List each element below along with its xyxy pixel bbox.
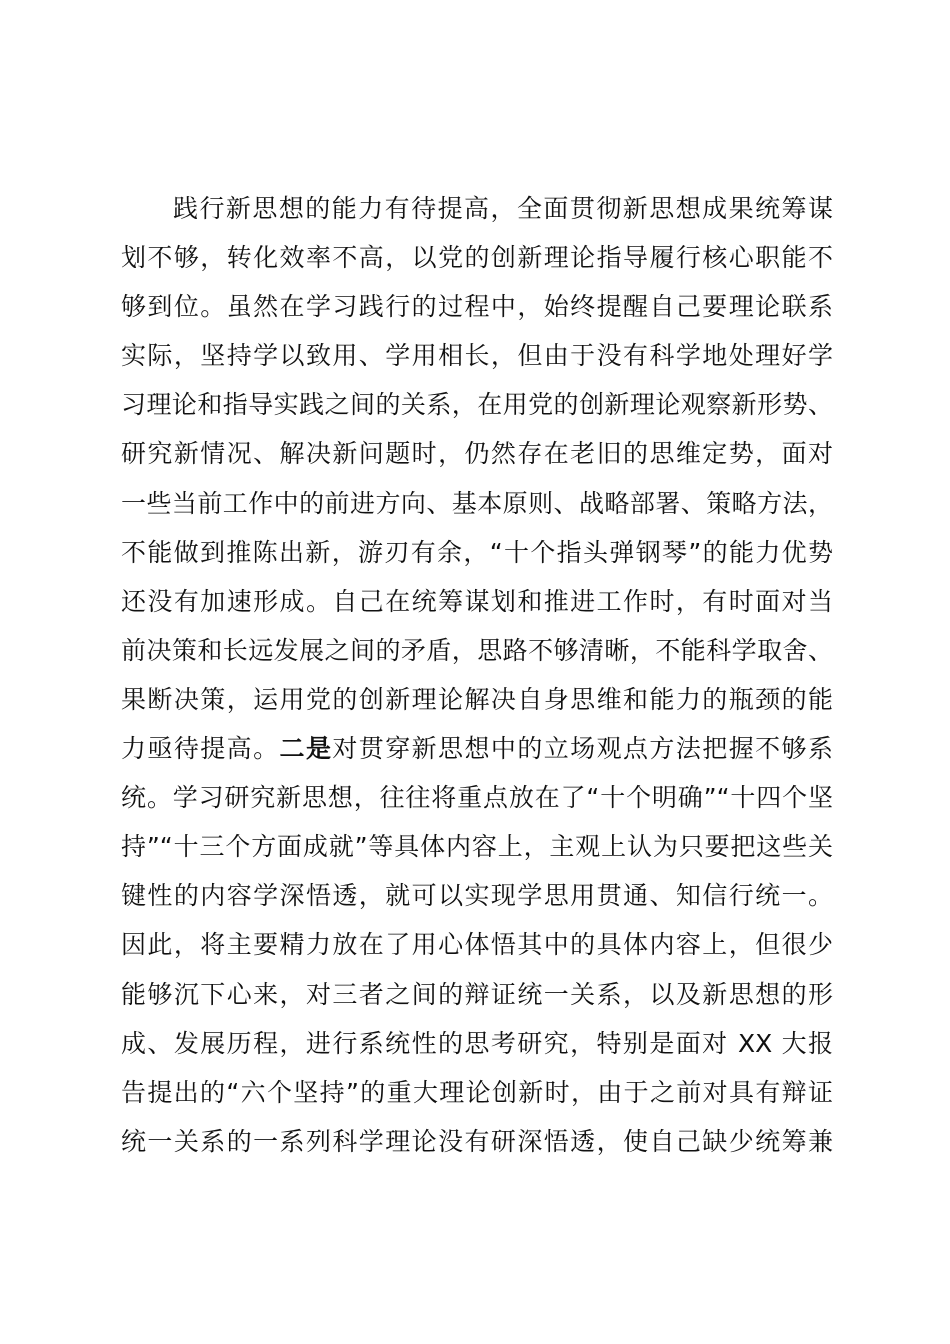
- text-line: 实际，坚持学以致用、学用相长，但由于没有科学地处理好学: [121, 341, 833, 371]
- text-line: 能够沉下心来，对三者之间的辩证统一关系，以及新思想的形: [121, 979, 833, 1009]
- text-segment: 对贯穿新思想中的立场观点方法把握不够系: [332, 734, 833, 764]
- text-line: 统一关系的一系列科学理论没有研深悟透，使自己缺少统筹兼: [121, 1126, 833, 1156]
- text-line: 键性的内容学深悟透，就可以实现学思用贯通、知信行统一。: [121, 881, 833, 911]
- text-line: 统。学习研究新思想，往往将重点放在了“十个明确”“十四个坚: [121, 783, 833, 813]
- text-line: 前决策和长远发展之间的矛盾，思路不够清晰，不能科学取舍、: [121, 635, 833, 665]
- text-line: 践行新思想的能力有待提高，全面贯彻新思想成果统筹谋: [173, 194, 833, 223]
- body-paragraph: [121, 184, 833, 1166]
- point-two-label: 二是: [279, 734, 333, 764]
- text-line: 够到位。虽然在学习践行的过程中，始终提醒自己要理论联系: [121, 292, 833, 322]
- text-line: 告提出的“六个坚持”的重大理论创新时，由于之前对具有辩证: [121, 1077, 833, 1107]
- text-line-with-heading: [121, 724, 833, 773]
- text-line: 划不够，转化效率不高，以党的创新理论指导履行核心职能不: [121, 243, 833, 273]
- text-line: 果断决策，运用党的创新理论解决自身思维和能力的瓶颈的能: [121, 684, 833, 714]
- text-segment: 力亟待提高。: [121, 734, 280, 764]
- text-line: 成、发展历程，进行系统性的思考研究，特别是面对 XX 大报: [121, 1028, 833, 1058]
- text-line: 还没有加速形成。自己在统筹谋划和推进工作时，有时面对当: [121, 586, 833, 616]
- text-line: 研究新情况、解决新问题时，仍然存在老旧的思维定势，面对: [121, 439, 833, 469]
- text-line: 因此，将主要精力放在了用心体悟其中的具体内容上，但很少: [121, 930, 833, 960]
- text-line: 不能做到推陈出新，游刃有余，“十个指头弹钢琴”的能力优势: [121, 537, 833, 567]
- text-line: 持”“十三个方面成就”等具体内容上，主观上认为只要把这些关: [121, 832, 833, 862]
- text-line: 习理论和指导实践之间的关系，在用党的创新理论观察新形势、: [121, 390, 833, 420]
- text-line: 一些当前工作中的前进方向、基本原则、战略部署、策略方法，: [121, 488, 833, 518]
